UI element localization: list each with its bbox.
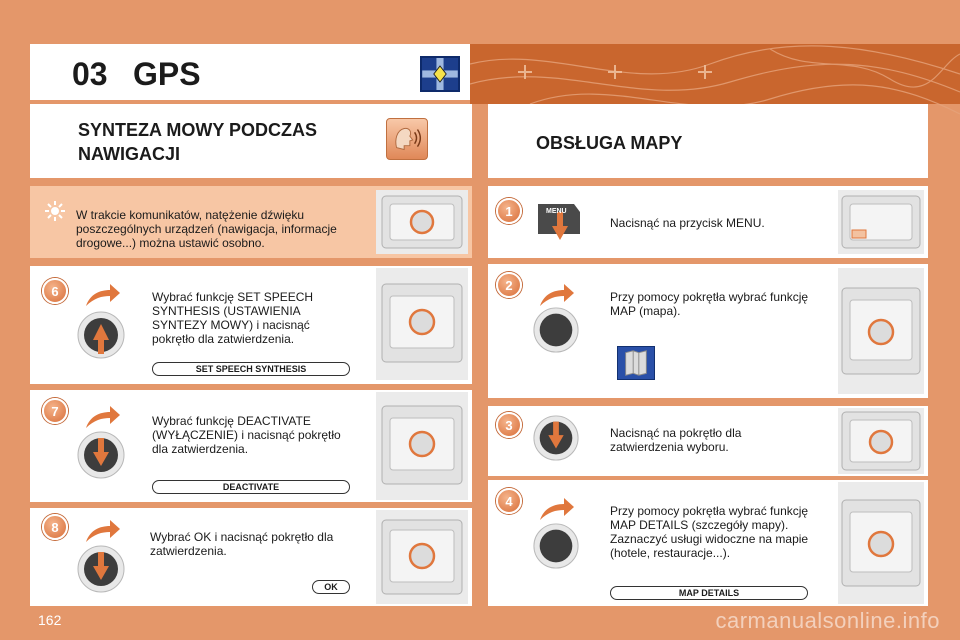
step-7-text-line3: dla zatwierdzenia. — [152, 442, 249, 456]
tip-text-line3: drogowe...) można ustawić osobno. — [76, 236, 265, 250]
menu-button-icon — [534, 196, 584, 242]
rotary-knob-icon — [532, 522, 580, 570]
step-4-text-line2: MAP DETAILS (szczegóły mapy). — [610, 518, 789, 532]
step-4-badge: 4 — [496, 488, 522, 514]
rotate-arrow-icon — [82, 282, 122, 310]
radio-unit-illustration — [376, 392, 468, 500]
page-number: 162 — [38, 612, 62, 628]
radio-unit-illustration — [376, 268, 468, 380]
right-section-title: OBSŁUGA MAPY — [536, 133, 683, 153]
chapter-number: 03 — [72, 56, 108, 92]
step-6-text-line2: SYNTHESIS (USTAWIENIA — [152, 304, 301, 318]
rotate-arrow-icon — [82, 518, 122, 546]
chapter-title: GPS — [133, 56, 201, 92]
step-2-text-line1: Przy pomocy pokrętła wybrać funkcję — [610, 290, 809, 304]
tip-text-line2: poszczególnych urządzeń (nawigacja, informacje — [76, 222, 337, 236]
voice-synthesis-icon — [386, 118, 428, 160]
radio-unit-illustration — [376, 190, 468, 254]
rotate-arrow-icon — [536, 496, 576, 524]
step-3-badge: 3 — [496, 412, 522, 438]
step-3-text-line2: zatwierdzenia wyboru. — [610, 440, 729, 454]
step-8-badge: 8 — [42, 514, 68, 540]
tip-text-line1: W trakcie komunikatów, natężenie dźwięku — [76, 208, 305, 222]
left-section-title-line1: SYNTEZA MOWY PODCZAS — [78, 120, 318, 140]
step-4-text-line4: (hotele, restauracje...). — [610, 546, 731, 560]
deactivate-label: DEACTIVATE — [152, 480, 350, 494]
rotate-arrow-icon — [82, 404, 122, 432]
tip-sun-icon — [44, 200, 66, 222]
step-6-text-line1: Wybrać funkcję SET SPEECH — [152, 290, 314, 304]
rotary-knob-icon — [76, 544, 126, 594]
step-6-text-line3: SYNTEZY MOWY) i nacisnąć — [152, 318, 310, 332]
step-1-text-line1: Nacisnąć na przycisk MENU. — [610, 216, 765, 230]
step-6-badge: 6 — [42, 278, 68, 304]
step-2-text-line2: MAP (mapa). — [610, 304, 681, 318]
set-speech-synthesis-label: SET SPEECH SYNTHESIS — [152, 362, 350, 376]
gps-crossroads-icon — [420, 56, 460, 92]
map-icon — [617, 346, 655, 380]
radio-unit-illustration — [838, 482, 924, 604]
rotary-knob-icon — [532, 414, 580, 462]
step-8-text-line2: zatwierdzenia. — [150, 544, 227, 558]
menu-button-label: MENU — [546, 208, 567, 215]
step-3-text-line1: Nacisnąć na pokrętło dla — [610, 426, 742, 440]
step-6-text-line4: pokrętło dla zatwierdzenia. — [152, 332, 295, 346]
radio-unit-illustration — [838, 268, 924, 394]
step-7-text-line2: (WYŁĄCZENIE) i nacisnąć pokrętło — [152, 428, 341, 442]
ok-label: OK — [312, 580, 350, 594]
step-2-badge: 2 — [496, 272, 522, 298]
rotary-knob-icon — [532, 306, 580, 354]
radio-unit-illustration — [838, 408, 924, 474]
watermark: carmanualsonline.info — [715, 608, 940, 633]
step-7-text-line1: Wybrać funkcję DEACTIVATE — [152, 414, 311, 428]
rotary-knob-icon — [76, 430, 126, 480]
radio-unit-illustration — [376, 510, 468, 604]
left-section-title-line2: NAWIGACJI — [78, 144, 181, 164]
step-4-text-line1: Przy pomocy pokrętła wybrać funkcję — [610, 504, 809, 518]
step-1-badge: 1 — [496, 198, 522, 224]
radio-unit-illustration — [838, 190, 924, 254]
step-4-text-line3: Zaznaczyć usługi widoczne na mapie — [610, 532, 809, 546]
rotary-knob-icon — [76, 310, 126, 360]
map-details-label: MAP DETAILS — [610, 586, 808, 600]
step-8-text-line1: Wybrać OK i nacisnąć pokrętło dla — [150, 530, 334, 544]
step-7-badge: 7 — [42, 398, 68, 424]
